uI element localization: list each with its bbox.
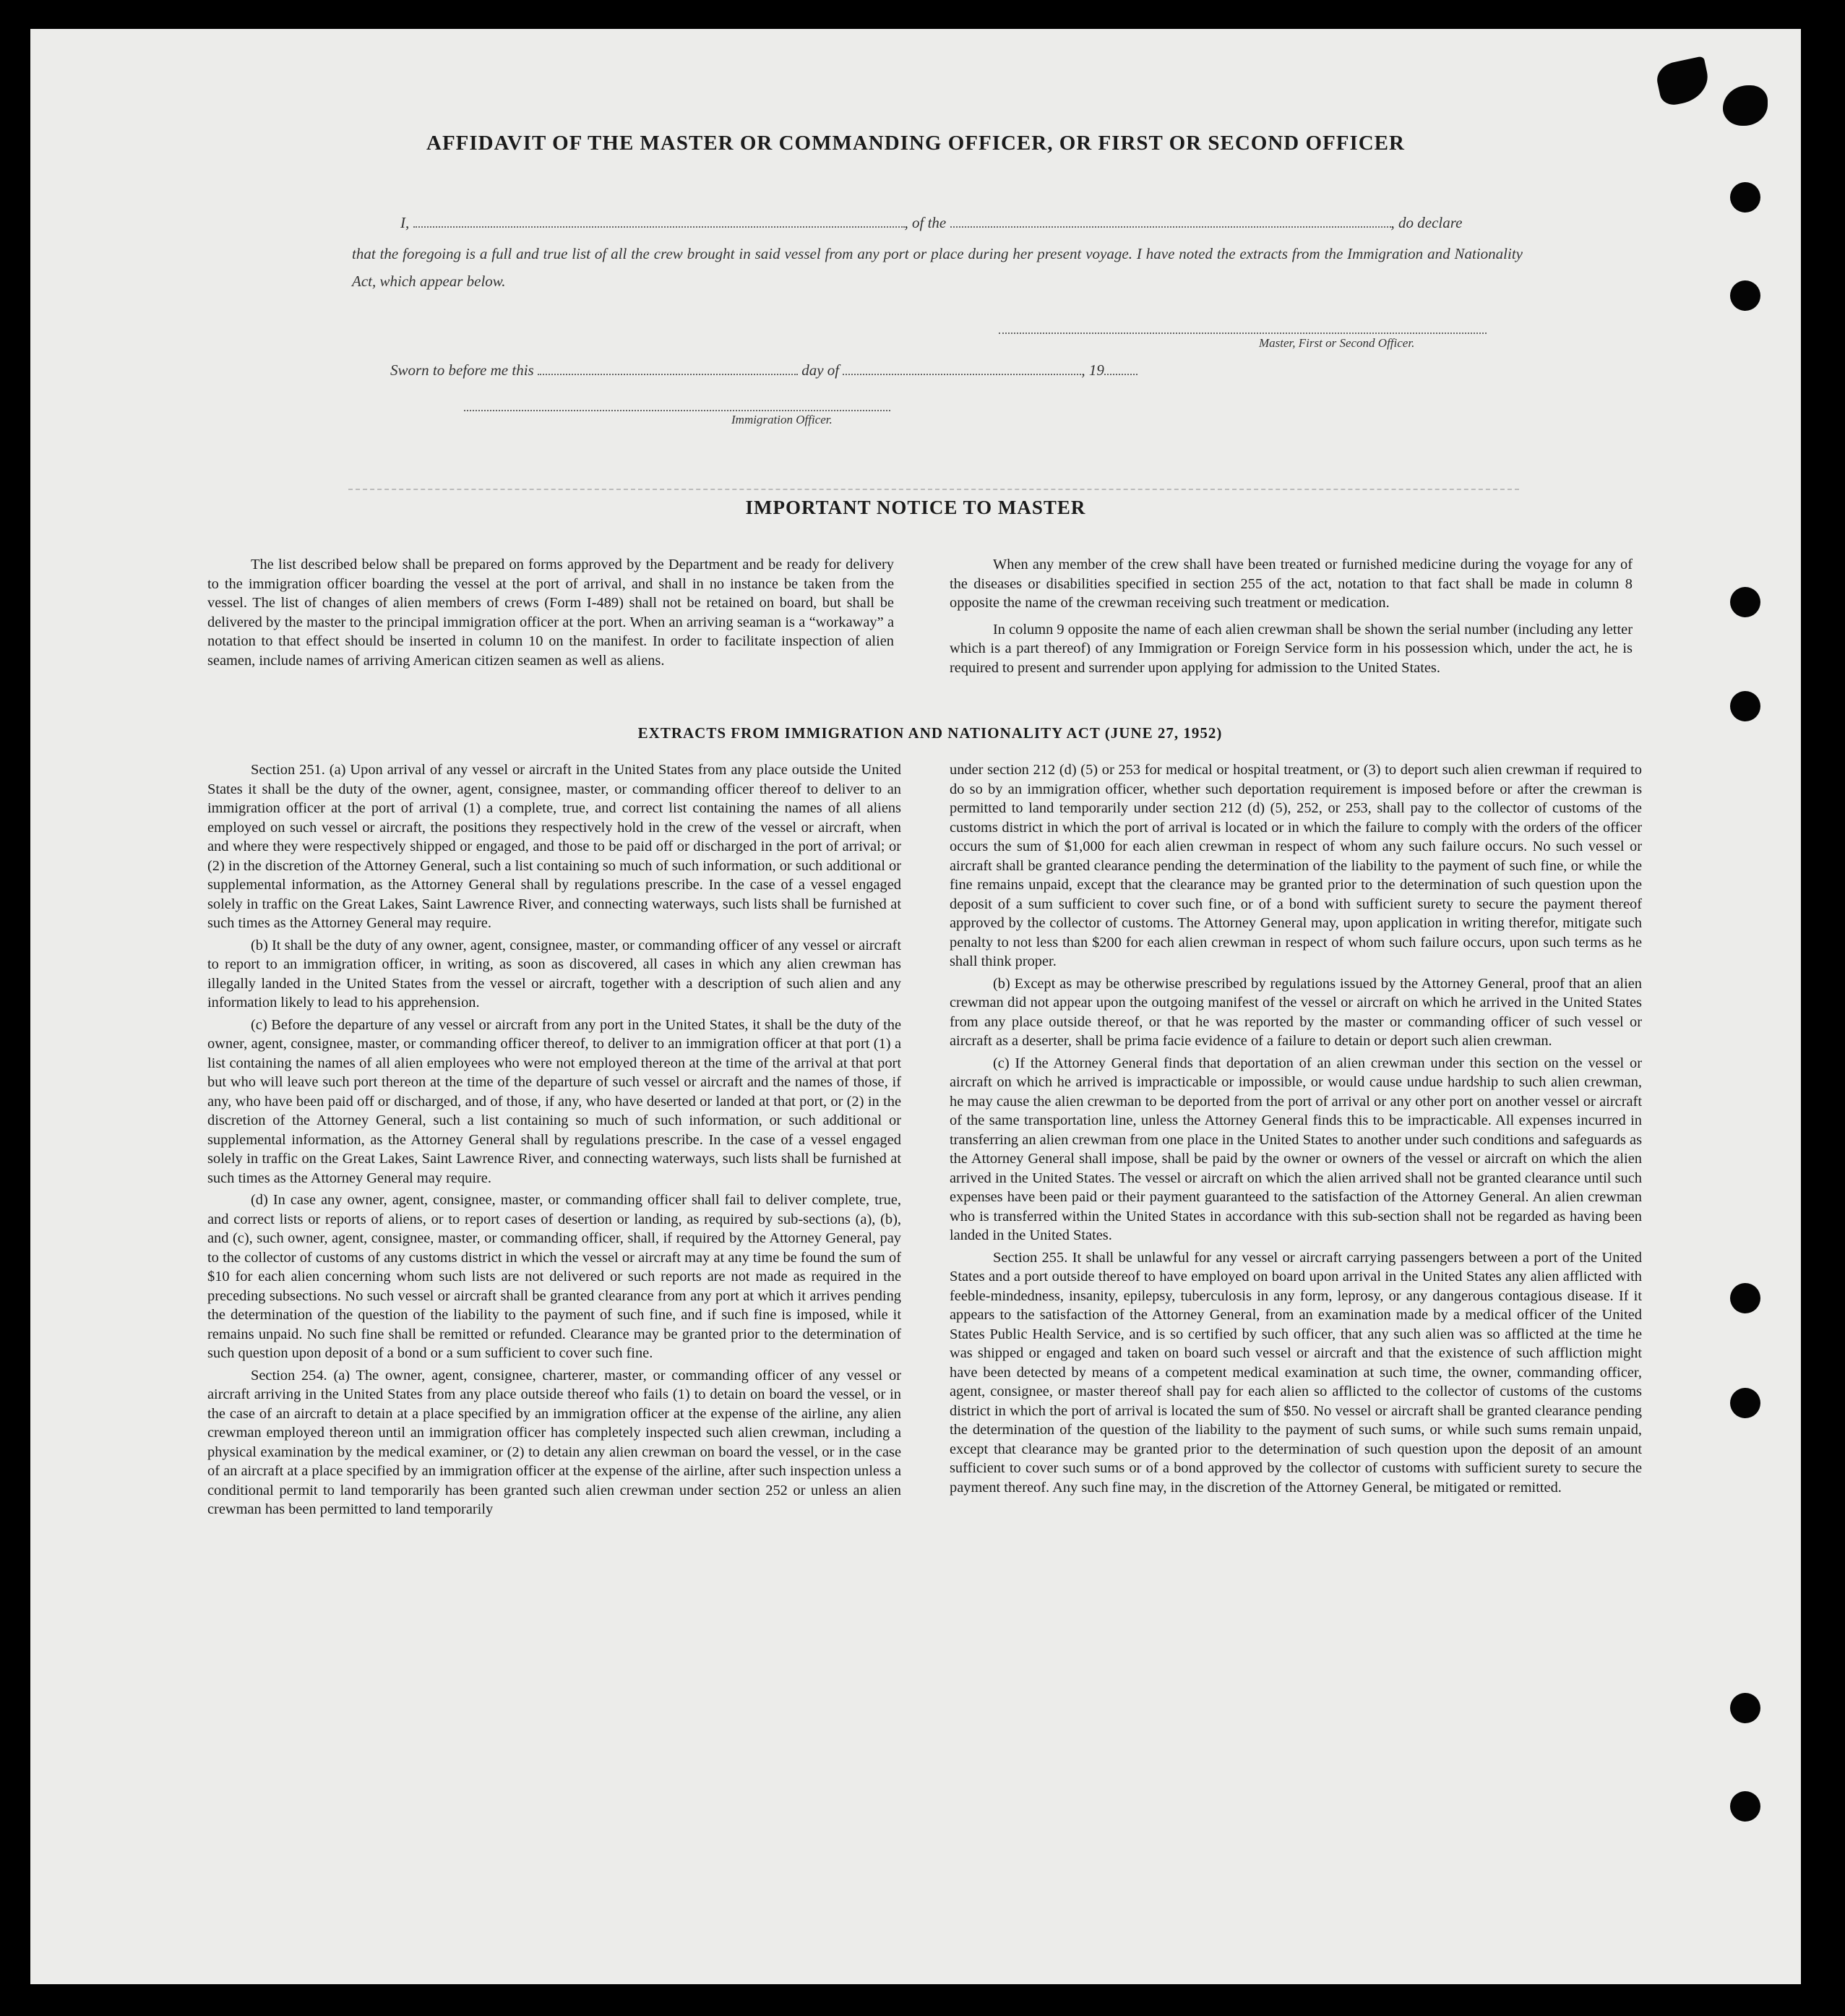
binder-hole bbox=[1730, 1693, 1760, 1723]
section-divider bbox=[348, 489, 1519, 490]
extract-paragraph: (c) Before the departure of any vessel or aircraft from any port in the United States, it shall be the duty of the owner, agent, consignee, master, or commanding officer thereof, to deliver to an immigration officer at that port (1) a list containing the names of all alien employees who were not employed thereon at the time of the arrival at that port but who will leave such port thereon at the time of the departure of such vessel or aircraft and the names of those, if any, who have been paid off or discharged, and of those, if any, who have deserted or landed at that port, or (2) in the discretion of the Attorney General, such a list containing so much of such information, or such additional or supplemental information, as the Attorney General shall by regulations prescribe. In the case of a vessel engaged solely in traffic on the Great Lakes, Saint Lawrence River, and connecting waterways, such lists shall be furnished at such times as the Attorney General may require. bbox=[207, 1016, 901, 1186]
sworn-day-of-label: day of bbox=[801, 361, 840, 379]
affidavit-declaration-line bbox=[400, 214, 1462, 232]
extracts-right-column bbox=[950, 760, 1642, 1497]
immigration-officer-signature-line[interactable] bbox=[464, 410, 890, 411]
torn-corner-mark bbox=[1723, 85, 1768, 126]
affidavit-of-the-label: , of the bbox=[904, 214, 947, 231]
binder-hole bbox=[1730, 1388, 1760, 1418]
extract-paragraph: (d) In case any owner, agent, consignee, master, or commanding officer shall fail to deliver complete, true, and correct lists or reports of aliens, or to report cases of desertion or landing, as required by sub-sections (a), (b), and (c), such owner, agent, consignee, master, or commanding officer, shall, if required by the Attorney General, pay to the collector of customs of any customs district in which the vessel or aircraft may at any time be found the sum of $10 for each alien concerning whom such lists are not delivered or such reports are not made as required in the preceding subsections. No such vessel or aircraft shall be granted clearance from any port at which it arrives pending the determination of the question of the liability to the payment of such fine, and if such fine is imposed, while it remains unpaid. No such fine shall be remitted or refunded. Clearance may be granted prior to the determination of such question upon deposit of a bond or a sum sufficient to cover such fine. bbox=[207, 1192, 901, 1361]
name-blank[interactable] bbox=[413, 222, 905, 228]
extract-paragraph: (b) Except as may be otherwise prescribed by regulations issued by the Attorney General, proof that an alien crewman did not appear upon the outgoing manifest of the vessel or aircraft on which he arrived in the United States from any place outside thereof, or that he was reported by the master or commanding officer of such vessel or aircraft as a deserter, shall be prima facie evidence of a failure to detain or deport such alien crewman. bbox=[950, 975, 1642, 1049]
affidavit-title: AFFIDAVIT OF THE MASTER OR COMMANDING OFFICER, OR FIRST OR SECOND OFFICER bbox=[426, 132, 1405, 155]
document-page bbox=[30, 29, 1801, 1984]
extract-paragraph: Section 254. (a) The owner, agent, consignee, charterer, master, or commanding officer of any vessel or aircraft arriving in the United States from any place outside thereof who fails (1) to detain on board the vessel, or in the case of an aircraft to detain at a place specified by an immigration officer at the expense of the airline, any alien crewman employed thereon until an immigration officer has completely inspected such alien crewman, including a physical examination by the medical examiner, or (2) to detain any alien crewman on board the vessel, or in the case of an aircraft at a place specified by an immigration officer at the expense of the airline, after such inspection unless a conditional permit to land temporarily has been granted such alien crewman under section 252 or unless an alien crewman has been permitted to land temporarily bbox=[207, 1367, 901, 1517]
binder-hole bbox=[1730, 691, 1760, 721]
binder-hole bbox=[1730, 280, 1760, 311]
sworn-prefix-label: Sworn to before me this bbox=[390, 361, 534, 379]
extracts-title: EXTRACTS FROM IMMIGRATION AND NATIONALITY ACT (JUNE 27, 1952) bbox=[637, 724, 1223, 742]
notice-title: IMPORTANT NOTICE TO MASTER bbox=[745, 497, 1086, 518]
affidavit-do-declare-label: , do declare bbox=[1390, 214, 1463, 231]
binder-hole bbox=[1730, 182, 1760, 213]
extract-paragraph: Section 255. It shall be unlawful for any vessel or aircraft carrying passengers between a port of the United States and a port outside thereof to have employed on board upon arrival in the United States any alien afflicted with feeble-mindedness, insanity, epilepsy, tuberculosis in any form, leprosy, or any dangerous contagious disease. If it appears to the satisfaction of the Attorney General, from an examination made by a medical officer of the United States Public Health Service, and is so certified by such officer, that any such alien was so afflicted at the time he was shipped or engaged and taken on board such vessel or aircraft and that the existence of such affliction might have been detected by means of a competent medical examination at such time, the owner, commanding officer, agent, consignee, or master thereof shall pay for each alien so afflicted to the collector of customs of the customs district in which the port of arrival is located the sum of $50. No vessel or aircraft shall be granted clearance pending the determination of the question of the liability to the payment of such sums, or while such sums remain unpaid, except that clearance may be granted prior to the determination of such question upon the deposit of an amount sufficient to cover such sums or of a bond approved by the collector of customs with sufficient surety to secure the payment thereof. Any such fine may, in the discretion of the Attorney General, be mitigated or remitted. bbox=[950, 1249, 1642, 1496]
notice-right-column bbox=[950, 555, 1633, 677]
binder-hole bbox=[1730, 587, 1760, 617]
extract-paragraph: (b) It shall be the duty of any owner, agent, consignee, master, or commanding officer of any vessel or aircraft to report to an immigration officer, in writing, as soon as discovered, all cases in which any alien crewman has illegally landed in the United States from the vessel or aircraft, together with a description of such alien and any information likely to lead to his apprehension. bbox=[207, 937, 901, 1011]
extract-paragraph: under section 212 (d) (5) or 253 for medical or hospital treatment, or (3) to deport such alien crewman if required to do so by an immigration officer, whether such deportation requirement is imposed before or after the crewman is permitted to land temporarily under section 212 (d) (5), 252, or 253, shall pay to the collector of customs of the customs district in which the port of arrival is located or in which the failure to comply with the orders of the officer occurs the sum of $1,000 for each alien crewman in respect of whom any such failure occurs. No such vessel or aircraft shall be granted clearance pending the determination of the liability to the payment of such fine, or while the fine remains unpaid, except that the clearance may be granted prior to the determination of such question upon the deposit of a sum sufficient to cover such fine, or of a bond with sufficient surety to secure the payment thereof approved by the collector of customs. The Attorney General may, upon application in writing therefor, mitigate such penalty to not less than $200 for each alien crewman in respect of whom such failure occurs, upon such terms as he shall think proper. bbox=[950, 762, 1642, 969]
sworn-date-blank[interactable] bbox=[538, 369, 798, 375]
vessel-blank[interactable] bbox=[950, 222, 1391, 228]
master-signature-line[interactable] bbox=[999, 333, 1487, 334]
notice-left-column bbox=[207, 555, 894, 670]
affidavit-statement: that the foregoing is a full and true list of all the crew brought in said vessel from any port or place during her present voyage. I have noted the extracts from the Immigration and Nationality Act, which appear below. bbox=[352, 245, 1523, 290]
binder-hole bbox=[1730, 1283, 1760, 1313]
immigration-officer-caption: Immigration Officer. bbox=[731, 413, 833, 426]
sworn-year-label: , 19 bbox=[1081, 361, 1104, 379]
sworn-year-blank[interactable] bbox=[1104, 369, 1137, 375]
extracts-left-column bbox=[207, 760, 901, 1519]
torn-corner-mark bbox=[1654, 56, 1713, 107]
extract-paragraph: Section 251. (a) Upon arrival of any vessel or aircraft in the United States from any place outside the United States it shall be the duty of the owner, agent, consignee, master, or commanding officer thereof to deliver to an immigration officer at the port of arrival (1) a complete, true, and correct list containing the names of all aliens employed on such vessel or aircraft, the positions they respectively hold in the crew of the vessel or aircraft, when and where they were respectively shipped or engaged, and those to be paid off or discharged in the port of arrival; or (2) in the discretion of the Attorney General, such a list containing so much of such information, or such additional or supplemental information, as the Attorney General shall by regulations prescribe. In the case of a vessel engaged solely in traffic on the Great Lakes, Saint Lawrence River, and connecting waterways, such lists shall be furnished at such times as the Attorney General may require. bbox=[207, 762, 901, 931]
notice-paragraph: The list described below shall be prepared on forms approved by the Department and be ready for delivery to the immigration officer boarding the vessel at the port of arrival, and shall in no instance be taken from the vessel. The list of changes of alien members of crews (Form I-489) shall not be retained on board, but shall be delivered by the master to the principal immigration officer at the port. When an arriving seaman is a “workaway” a notation to that effect should be inserted in column 10 on the manifest. In order to facilitate inspection of alien seamen, include names of arriving American citizen seamen as well as aliens. bbox=[207, 557, 894, 669]
affidavit-i-label: I, bbox=[400, 214, 410, 231]
notice-paragraph: When any member of the crew shall have been treated or furnished medicine during the voyage for any of the diseases or disabilities specified in section 255 of the act, notation to that fact shall be made in column 8 opposite the name of the crewman receiving such treatment or medication. bbox=[950, 557, 1633, 611]
extract-paragraph: (c) If the Attorney General finds that deportation of an alien crewman under this section on the vessel or aircraft on which he arrived is impracticable or impossible, or would cause undue hardship to such alien crewman, he may cause the alien crewman to be deported from the port of arrival or any other port on another vessel or aircraft of the same transportation line, unless the Attorney General finds this to be impracticable. All expenses incurred in transferring an alien crewman from one place in the United States to another under such conditions and safeguards as the Attorney General shall impose, shall be paid by the owner or owners of the vessel or aircraft on which the alien arrived in the United States. The vessel or aircraft on which the alien arrived shall not be granted clearance until such expenses have been paid or their payment guaranteed to the satisfaction of the Attorney General. An alien crewman who is transferred within the United States in accordance with this sub-section shall not be regarded as having been landed in the United States. bbox=[950, 1055, 1642, 1243]
sworn-line bbox=[390, 361, 1137, 379]
notice-paragraph: In column 9 opposite the name of each alien crewman shall be shown the serial number (including any letter which is a part thereof) of any Immigration or Foreign Service form in his possession which, under the act, he is required to present and surrender upon applying for admission to the United States. bbox=[950, 621, 1633, 676]
master-signature-caption: Master, First or Second Officer. bbox=[1259, 336, 1415, 350]
sworn-month-blank[interactable] bbox=[843, 369, 1081, 375]
binder-hole bbox=[1730, 1791, 1760, 1822]
